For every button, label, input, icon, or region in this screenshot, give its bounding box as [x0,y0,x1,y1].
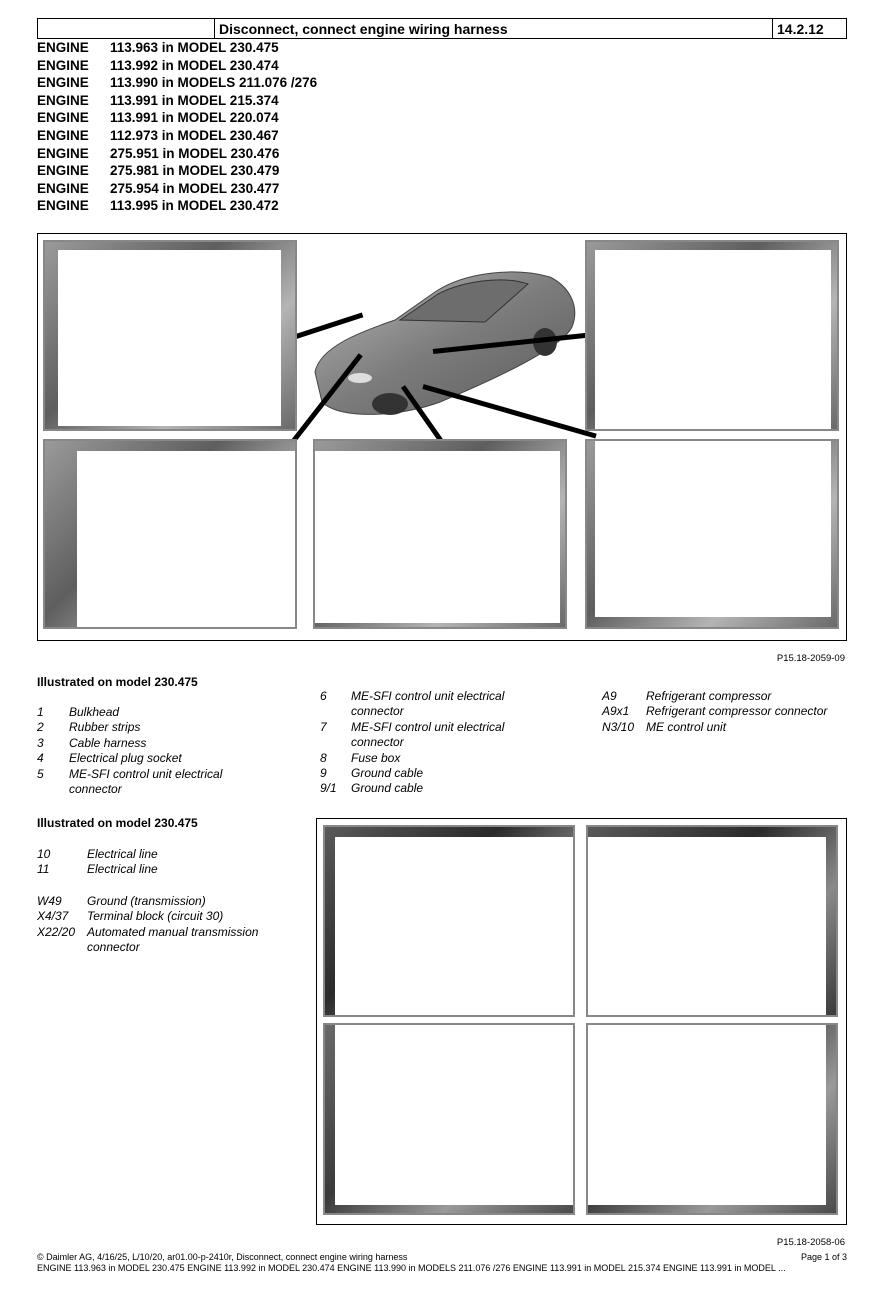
engine-row: ENGINE 275.981 in MODEL 230.479 [37,163,280,179]
legend-item: A9 Refrigerant compressor [602,689,772,703]
engine-row: ENGINE 112.973 in MODEL 230.467 [37,127,279,143]
engine-row: ENGINE 113.991 in MODEL 215.374 [37,92,279,108]
section-title: Illustrated on model 230.475 [37,675,198,689]
legend-column [602,689,847,735]
figure-engine-overview [37,233,847,641]
legend-item: 8 Fuse box [320,750,401,765]
legend-item: W49 Ground (transmission) [37,894,206,908]
legend-item: 6 ME-SFI control unit electrical connector [320,689,505,719]
legend-item: 5 ME-SFI control unit electrical connector [37,766,223,797]
legend-item: 4 Electrical plug socket [37,751,182,766]
legend-item: 9 Ground cable [320,766,424,781]
detail-photo [323,825,575,1017]
footer-engine-summary: ENGINE 113.963 in MODEL 230.475 ENGINE 113.992 in MODEL 230.474 ENGINE 113.990 in MODELS 211.076 /276 ENGINE 113.991 in MODEL 215.374 ENGINE 113.991 in MODEL ... [37,1263,786,1273]
engine-row: ENGINE 113.963 in MODEL 230.475 [37,40,279,55]
engine-row: ENGINE 113.990 in MODELS 211.076 /276 [37,75,318,91]
footer [37,1252,847,1274]
legend-item: 7 ME-SFI control unit electrical connector [320,719,505,750]
legend-item: 1 Bulkhead [37,705,120,719]
section-title: Illustrated on model 230.475 [37,816,198,830]
footer-page-number: Page 1 of 3 [800,1252,847,1262]
footer-copyright: © Daimler AG, 4/16/25, L/10/20, ar01.00-p-2410r, Disconnect, connect engine wiring harness [37,1252,408,1262]
header-blank-cell [38,19,215,38]
legend-item: X4/37 Terminal block (circuit 30) [37,909,224,924]
engine-list [37,39,317,215]
detail-photo [585,439,839,629]
figure-transmission-detail [316,818,847,1225]
detail-photo [586,825,838,1017]
legend-item: A9x1 Refrigerant compressor connector [602,704,828,719]
engine-row: ENGINE 113.991 in MODEL 220.074 [37,110,279,126]
document-code: 14.2.12 [777,21,824,37]
legend-item: N3/10 ME control unit [602,719,727,734]
legend-item: 10 Electrical line [37,847,158,861]
detail-photo [586,1023,838,1215]
legend-item: 2 Rubber strips [37,720,141,735]
engine-row: ENGINE 113.992 in MODEL 230.474 [37,57,279,73]
engine-row: ENGINE 275.951 in MODEL 230.476 [37,145,280,161]
detail-photo [43,240,297,431]
figure-reference: P15.18-2059-09 [776,653,845,664]
detail-photo [43,439,297,629]
legend-column [37,705,262,797]
engine-row: ENGINE 113.995 in MODEL 230.472 [37,198,279,214]
detail-photo [313,439,567,629]
legend-column [37,894,297,956]
document-header [37,18,847,39]
legend-column [37,847,297,878]
legend-item: 9/1 Ground cable [320,781,424,796]
legend-item: 3 Cable harness [37,735,147,750]
legend-item: 11 Electrical line [37,862,158,877]
figure-reference: P15.18-2058-06 [776,1237,845,1248]
engine-row: ENGINE 275.954 in MODEL 230.477 [37,180,280,196]
detail-photo [585,240,839,431]
document-title: Disconnect, connect engine wiring harness [215,19,773,38]
detail-photo [323,1023,575,1215]
legend-column [320,689,545,797]
legend-item: X22/20 Automated manual transmission connector [37,924,259,955]
